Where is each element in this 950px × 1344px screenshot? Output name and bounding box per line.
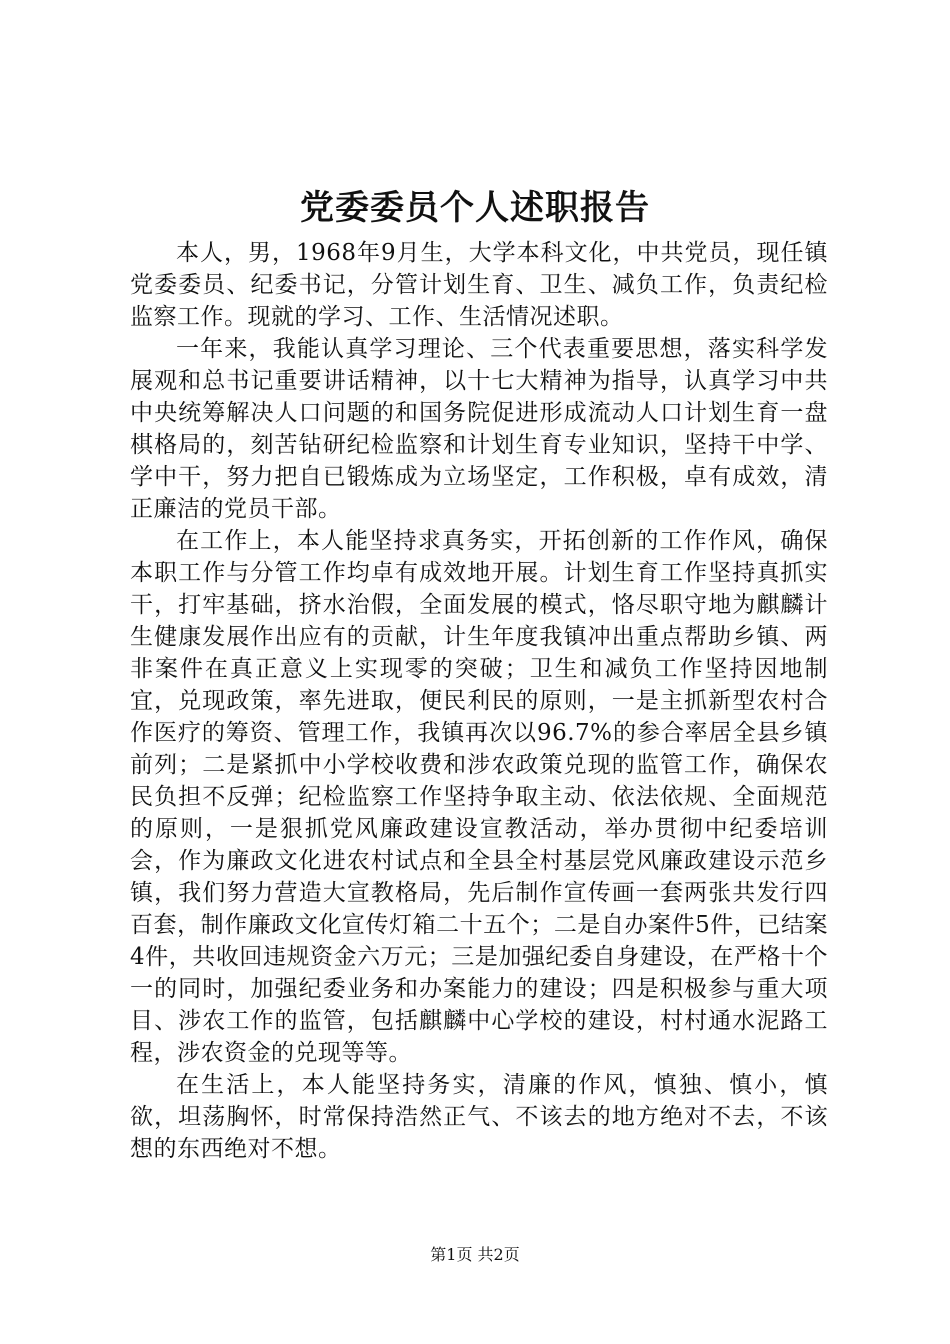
paragraph: 在工作上，本人能坚持求真务实，开拓创新的工作作风，确保本职工作与分管工作均卓有成效地开展。计划生育工作坚持真抓实干，打牢基础，挤水治假，全面发展的模式，恪尽职守地为麒麟计生健康发展作出应有的贡献，计生年度我镇冲出重点帮助乡镇、两非案件在真正意义上实现零的突破；卫生和减负工作坚持因地制宜，兑现政策，率先进取，便民利民的原则，一是主抓新型农村合作医疗的筹资、管理工作，我镇再次以96.7%的参合率居全县乡镇前列；二是紧抓中小学校收费和涉农政策兑现的监管工作，确保农民负担不反弹；纪检监察工作坚持争取主动、依法依规、全面规范的原则，一是狠抓党风廉政建设宣教活动，举办贯彻中纪委培训会，作为廉政文化进农村试点和全县全村基层党风廉政建设示范乡镇，我们努力营造大宣教格局，先后制作宣传画一套两张共发行四百套，制作廉政文化宣传灯箱二十五个；二是自办案件5件，已结案4件，共收回违规资金六万元；三是加强纪委自身建设，在严格十个一的同时，加强纪委业务和办案能力的建设；四是积极参与重大项目、涉农工作的监管，包括麒麟中心学校的建设，村村通水泥路工程，涉农资金的兑现等等。: [130, 528, 828, 1066]
document-title: 党委委员个人述职报告: [300, 188, 650, 228]
paragraph: 本人，男，1968年9月生，大学本科文化，中共党员，现任镇党委委员、纪委书记，分管计划生育、卫生、减负工作，负责纪检监察工作。现就的学习、工作、生活情况述职。: [130, 240, 828, 330]
page-number-footer: 第1页 共2页: [430, 1245, 520, 1264]
document-body: [130, 237, 828, 1165]
paragraph: 一年来，我能认真学习理论、三个代表重要思想，落实科学发展观和总书记重要讲话精神，以十七大精神为指导，认真学习中共中央统筹解决人口问题的和国务院促进形成流动人口计划生育一盘棋格局的，刻苦钻研纪检监察和计划生育专业知识，坚持干中学、学中干，努力把自已锻炼成为立场坚定，工作积极，卓有成效，清正廉洁的党员干部。: [130, 336, 828, 522]
paragraph: 在生活上，本人能坚持务实，清廉的作风，慎独、慎小，慎欲，坦荡胸怀，时常保持浩然正气、不该去的地方绝对不去，不该想的东西绝对不想。: [130, 1072, 828, 1162]
